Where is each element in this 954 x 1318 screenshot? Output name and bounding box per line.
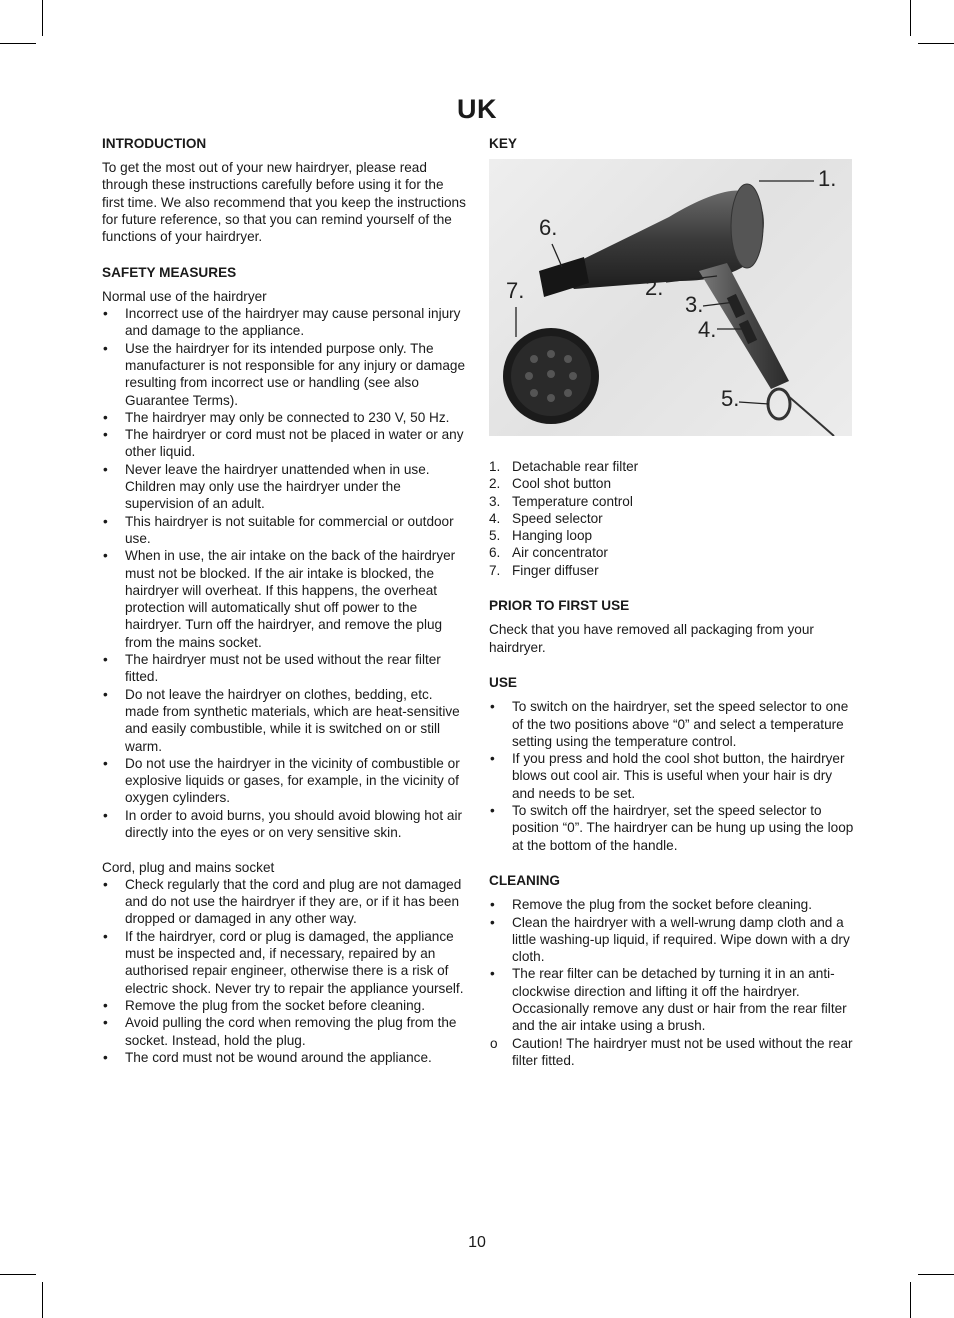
crop-mark bbox=[910, 0, 911, 36]
introduction-text: To get the most out of your new hairdryer, please read through these instructions carefully before using it for the first time. We also recommend that you keep the instructions for future reference, so that you can remind yourself of the functions of your hairdryer. bbox=[102, 160, 466, 245]
callout-6: 6. bbox=[539, 215, 558, 240]
list-item: o Caution! The hairdryer must not be used without the rear filter fitted. bbox=[490, 1035, 853, 1068]
hairdryer-photo bbox=[489, 159, 852, 436]
prior-heading: PRIOR TO FIRST USE bbox=[489, 598, 630, 614]
hairdryer-illustration bbox=[489, 159, 852, 436]
list-item: • Avoid pulling the cord when removing the plug from the socket. Instead, hold the plug. bbox=[103, 1015, 457, 1048]
callout-1: 1. bbox=[818, 166, 837, 191]
list-item: • Do not leave the hairdryer on clothes, bedding, etc. made from synthetic materials, which are heat-sensitive and easily combustible, while it is switched on or still warm. bbox=[103, 686, 460, 754]
use-list bbox=[489, 698, 854, 854]
crop-mark bbox=[42, 1282, 43, 1318]
cord-subheading: Cord, plug and mains socket bbox=[102, 859, 275, 875]
list-item: • Remove the plug from the socket before cleaning. bbox=[490, 897, 812, 913]
crop-mark bbox=[42, 0, 43, 36]
crop-mark bbox=[918, 1274, 954, 1275]
list-item: 6. Air concentrator bbox=[489, 545, 608, 561]
left-column bbox=[102, 134, 468, 1066]
list-item: • When in use, the air intake on the back of the hairdryer must not be blocked. If the air intake is blocked, the hairdryer will overheat. If this happens, the overheat protection will automatically shut off power to the hairdryer. Turn off the hairdryer, and remove the plug from the mains socket. bbox=[103, 548, 456, 650]
key-heading: KEY bbox=[489, 136, 517, 151]
cord-list bbox=[102, 876, 468, 1066]
prior-text: Check that you have removed all packaging from your hairdryer. bbox=[489, 622, 814, 655]
list-item: • The hairdryer may only be connected to 230 V, 50 Hz. bbox=[103, 409, 450, 425]
list-item: 3. Temperature control bbox=[489, 493, 633, 509]
list-item: • Never leave the hairdryer unattended when in use. Children may only use the hairdryer under the supervision of an adult. bbox=[103, 461, 430, 512]
crop-mark bbox=[0, 1274, 36, 1275]
list-item: • This hairdryer is not suitable for commercial or outdoor use. bbox=[103, 513, 454, 546]
cleaning-heading: CLEANING bbox=[489, 873, 560, 889]
list-item: • Do not use the hairdryer in the vicinity of combustible or explosive liquids or gases, for example, in the vicinity of oxygen cylinders. bbox=[103, 755, 460, 806]
list-item: • Check regularly that the cord and plug are not damaged and do not use the hairdryer if they are, or if it has been dropped or damaged in any other way. bbox=[103, 876, 462, 927]
list-item: 4. Speed selector bbox=[489, 510, 603, 526]
use-heading: USE bbox=[489, 675, 517, 691]
callout-5: 5. bbox=[721, 386, 740, 411]
list-item: 1. Detachable rear filter bbox=[489, 459, 639, 474]
list-item: • To switch on the hairdryer, set the speed selector to one of the two positions above “0” and select a temperature setting using the temperature control. bbox=[490, 699, 849, 749]
list-item: 2. Cool shot button bbox=[489, 476, 611, 492]
callout-4: 4. bbox=[698, 317, 717, 342]
callout-2: 2. bbox=[645, 275, 664, 300]
introduction-heading: INTRODUCTION bbox=[102, 136, 207, 151]
list-item: • Incorrect use of the hairdryer may cause personal injury and damage to the appliance. bbox=[103, 306, 461, 339]
list-item: 7. Finger diffuser bbox=[489, 562, 599, 578]
safety-subheading: Normal use of the hairdryer bbox=[102, 288, 267, 304]
list-item: • If the hairdryer, cord or plug is damaged, the appliance must be inspected and, if necessary, repaired by an authorised repair engineer, otherwise there is a risk of electric shock. Never try to repair the appliance yourself. bbox=[103, 928, 464, 996]
crop-mark bbox=[910, 1282, 911, 1318]
right-column bbox=[489, 134, 854, 1069]
callout-3: 3. bbox=[685, 292, 704, 317]
crop-mark bbox=[918, 43, 954, 44]
list-item: 5. Hanging loop bbox=[489, 528, 593, 544]
crop-mark bbox=[0, 43, 36, 44]
callout-7: 7. bbox=[506, 278, 525, 303]
list-item: • In order to avoid burns, you should avoid blowing hot air directly into the eyes or on very sensitive skin. bbox=[103, 807, 463, 840]
list-item: • To switch off the hairdryer, set the speed selector to position “0”. The hairdryer can be hung up using the loop at the bottom of the handle. bbox=[490, 803, 854, 853]
safety-list bbox=[102, 305, 468, 841]
list-item: • If you press and hold the cool shot button, the hairdryer blows out cool air. This is useful when your hair is dry and needs to be set. bbox=[490, 751, 845, 801]
cleaning-list bbox=[489, 896, 854, 1069]
list-item: • The rear filter can be detached by turning it in an anti-clockwise direction and lifting it off the hairdryer. Occasionally remove any dust or hair from the rear filter and the air intake using a brush. bbox=[490, 966, 847, 1034]
list-item: • Use the hairdryer for its intended purpose only. The manufacturer is not responsible for any injury or damage resulting from incorrect use or handling (see also Guarantee Terms). bbox=[103, 340, 466, 408]
list-item: • Remove the plug from the socket before cleaning. bbox=[103, 997, 425, 1013]
list-item: • The hairdryer or cord must not be placed in water or any other liquid. bbox=[103, 427, 464, 460]
page-title: UK bbox=[457, 94, 497, 124]
page-number: 10 bbox=[468, 1234, 486, 1251]
list-item: • The hairdryer must not be used without the rear filter fitted. bbox=[103, 652, 441, 685]
list-item: • The cord must not be wound around the appliance. bbox=[103, 1049, 432, 1065]
list-item: • Clean the hairdryer with a well-wrung damp cloth and a little washing-up liquid, if required. Wipe down with a dry cloth. bbox=[490, 914, 850, 965]
safety-heading: SAFETY MEASURES bbox=[102, 264, 237, 280]
key-list bbox=[489, 458, 854, 579]
